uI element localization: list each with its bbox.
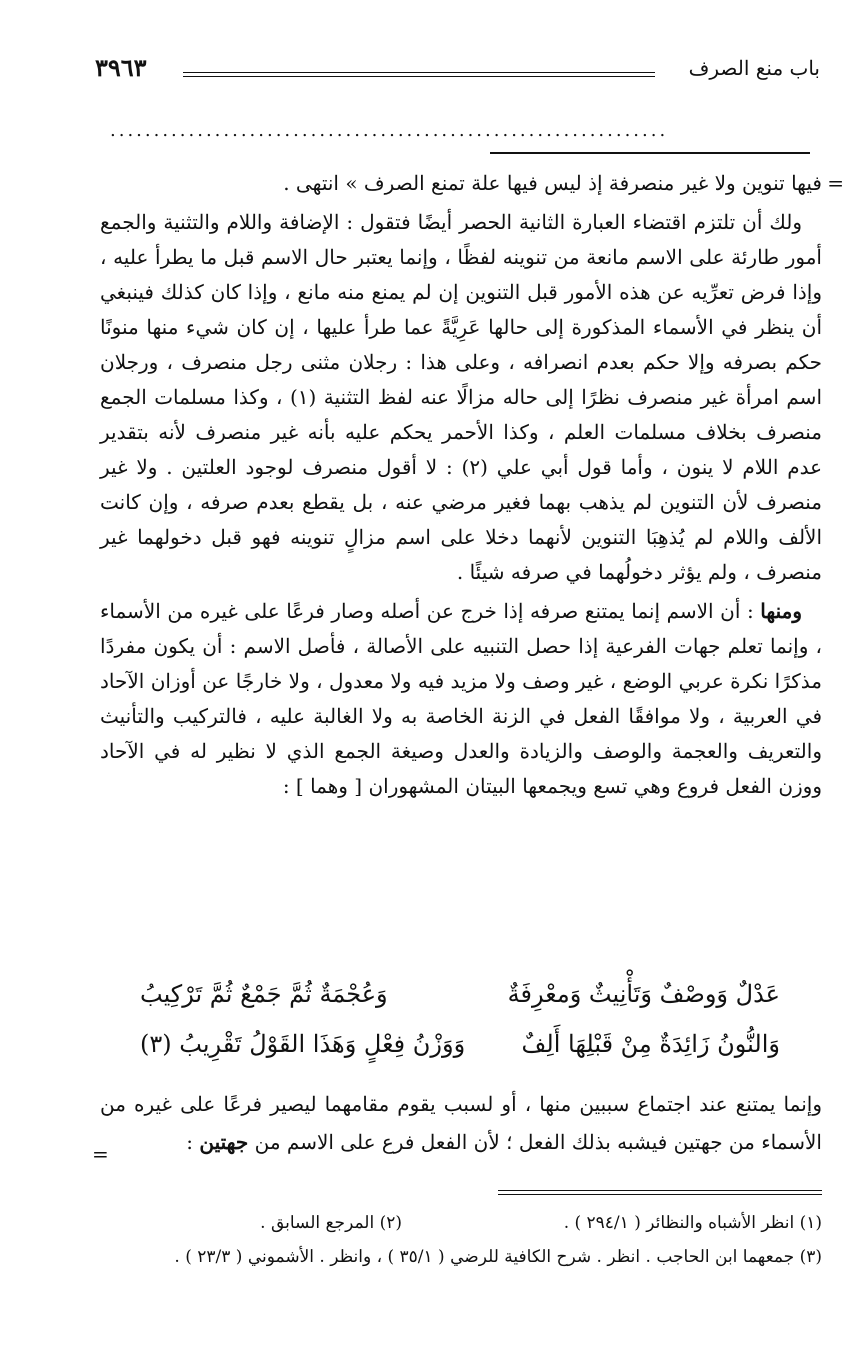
verse-first-hemistich: وَالنُّونُ زَائِدَةٌ مِنْ قَبْلِهَا أَلِفٌ: [521, 1030, 780, 1058]
dotted-separator: ................................................................: [110, 120, 669, 141]
footnote: (٣) جمعهما ابن الحاجب . انظر . شرح الكافية للرضي ( ٣٥/١ ) ، وانظر . الأشموني ( ٢٣/٣ ) .: [174, 1247, 822, 1267]
footnotes: [100, 1206, 822, 1274]
separator-rule: [490, 152, 810, 154]
continuation-mark-top: =: [827, 171, 844, 195]
verse-second-hemistich: وَوَزْنُ فِعْلٍ وَهَذَا القَوْلُ تَقْرِيبُ (٣): [140, 1030, 466, 1058]
verse-line: [140, 1030, 780, 1074]
verse-first-hemistich: عَدْلٌ وَوصْفٌ وَتَأْنِيثٌ وَمعْرِفَةٌ: [507, 980, 780, 1008]
footnote-rule: [498, 1190, 822, 1195]
page-number: ٣٩٦٣: [95, 53, 147, 82]
verse-second-hemistich: وَعُجْمَةٌ ثُمَّ جَمْعٌ ثُمَّ تَرْكِيبُ: [140, 980, 388, 1008]
footnote-row: [100, 1240, 822, 1274]
verse-line: [140, 980, 780, 1024]
footnote-row: [100, 1206, 822, 1240]
paragraph: ومنها : أن الاسم إنما يمتنع صرفه إذا خرج عن أصله وصار فرعًا على غيره من الأسماء ، وإنما تعلم جهات الفرعية إذا حصل التنبيه على الأصالة ، فأصل الاسم : أن يكون مفردًا مذكرًا نكرة عربي الوضع ، غير وصف ولا مزيد فيه ولا معدول ، ولا خارجًا عن أوزان الآحاد في العربية ، ولا موافقًا الفعل في الزنة الخاصة به ولا الغالبة عليه ، فالتركيب والتأنيث والتعريف والعجمة والوصف والزيادة والعدل وصيغة الجمع الذي لا نظير له في الآحاد ووزن الفعل فروع وهي تسع ويجمعها البيتان المشهوران [ وهما ] :: [100, 599, 822, 798]
footnote: (٢) المرجع السابق .: [260, 1213, 402, 1233]
continuation-mark-bottom: =: [92, 1142, 109, 1166]
main-text: [100, 166, 844, 808]
closing-text: [100, 1085, 822, 1161]
paragraph: وإنما يمتنع عند اجتماع سببين منها ، أو لسبب يقوم مقامهما ليصير فرعًا على غيره من الأسماء من جهتين فيشبه بذلك الفعل ؛ لأن الفعل فرع على الاسم من جهتين :: [100, 1092, 822, 1154]
paragraph: فيها تنوين ولا غير منصرفة إذ ليس فيها علة تمنع الصرف » انتهى .: [283, 171, 822, 195]
bold-term: جهتين: [199, 1130, 249, 1154]
paragraph: ولك أن تلتزم اقتضاء العبارة الثانية الحصر أيضًا فتقول : الإضافة واللام والتثنية والجمع أمور طارئة على الاسم مانعة من تنوينه لفظًا ، وإنما يعتبر حال الاسم قبل ما يطرأ عليه ، وإذا فرض تعرِّيه عن هذه الأمور قبل التنوين إن لم يمنع منه مانع ، وإذا كان كذلك فينبغي أن ينظر في الأسماء المذكورة إلى حالها عَرِيَّةً عما طرأ عليها ، إن كان شيء منها منونًا حكم بصرفه وإلا حكم بعدم انصرافه ، وعلى هذا : رجلان مثنى رجل منصرف ، ورجلان اسم امرأة غير منصرف نظرًا إلى حاله مزالًا عنه لفظ التثنية (١) ، وكذا مسلمات الجمع منصرف بخلاف مسلمات العلم ، وكذا الأحمر يحكم عليه بأنه غير منصرف لأنه بتقدير عدم اللام لا ينون ، وأما قول أبي علي (٢) : لا أقول منصرف لوجود العلتين . ولا غير منصرف لأن التنوين لم يذهب بهما فغير مرضي عنه ، بل يقطع بعدم صرفه ، وإن كانت الألف واللام لم يُذهِبَا التنوين لأنهما دخلا على اسم مزالٍ تنوينه فهو قبل دخولهما غير منصرف ، ولم يؤثر دخولُهما في صرفه شيئًا .: [100, 210, 823, 584]
footnote: (١) انظر الأشباه والنظائر ( ٢٩٤/١ ) .: [563, 1213, 822, 1233]
header-rule: [183, 72, 655, 77]
chapter-title: باب منع الصرف: [688, 56, 820, 80]
page-header: [95, 53, 820, 90]
